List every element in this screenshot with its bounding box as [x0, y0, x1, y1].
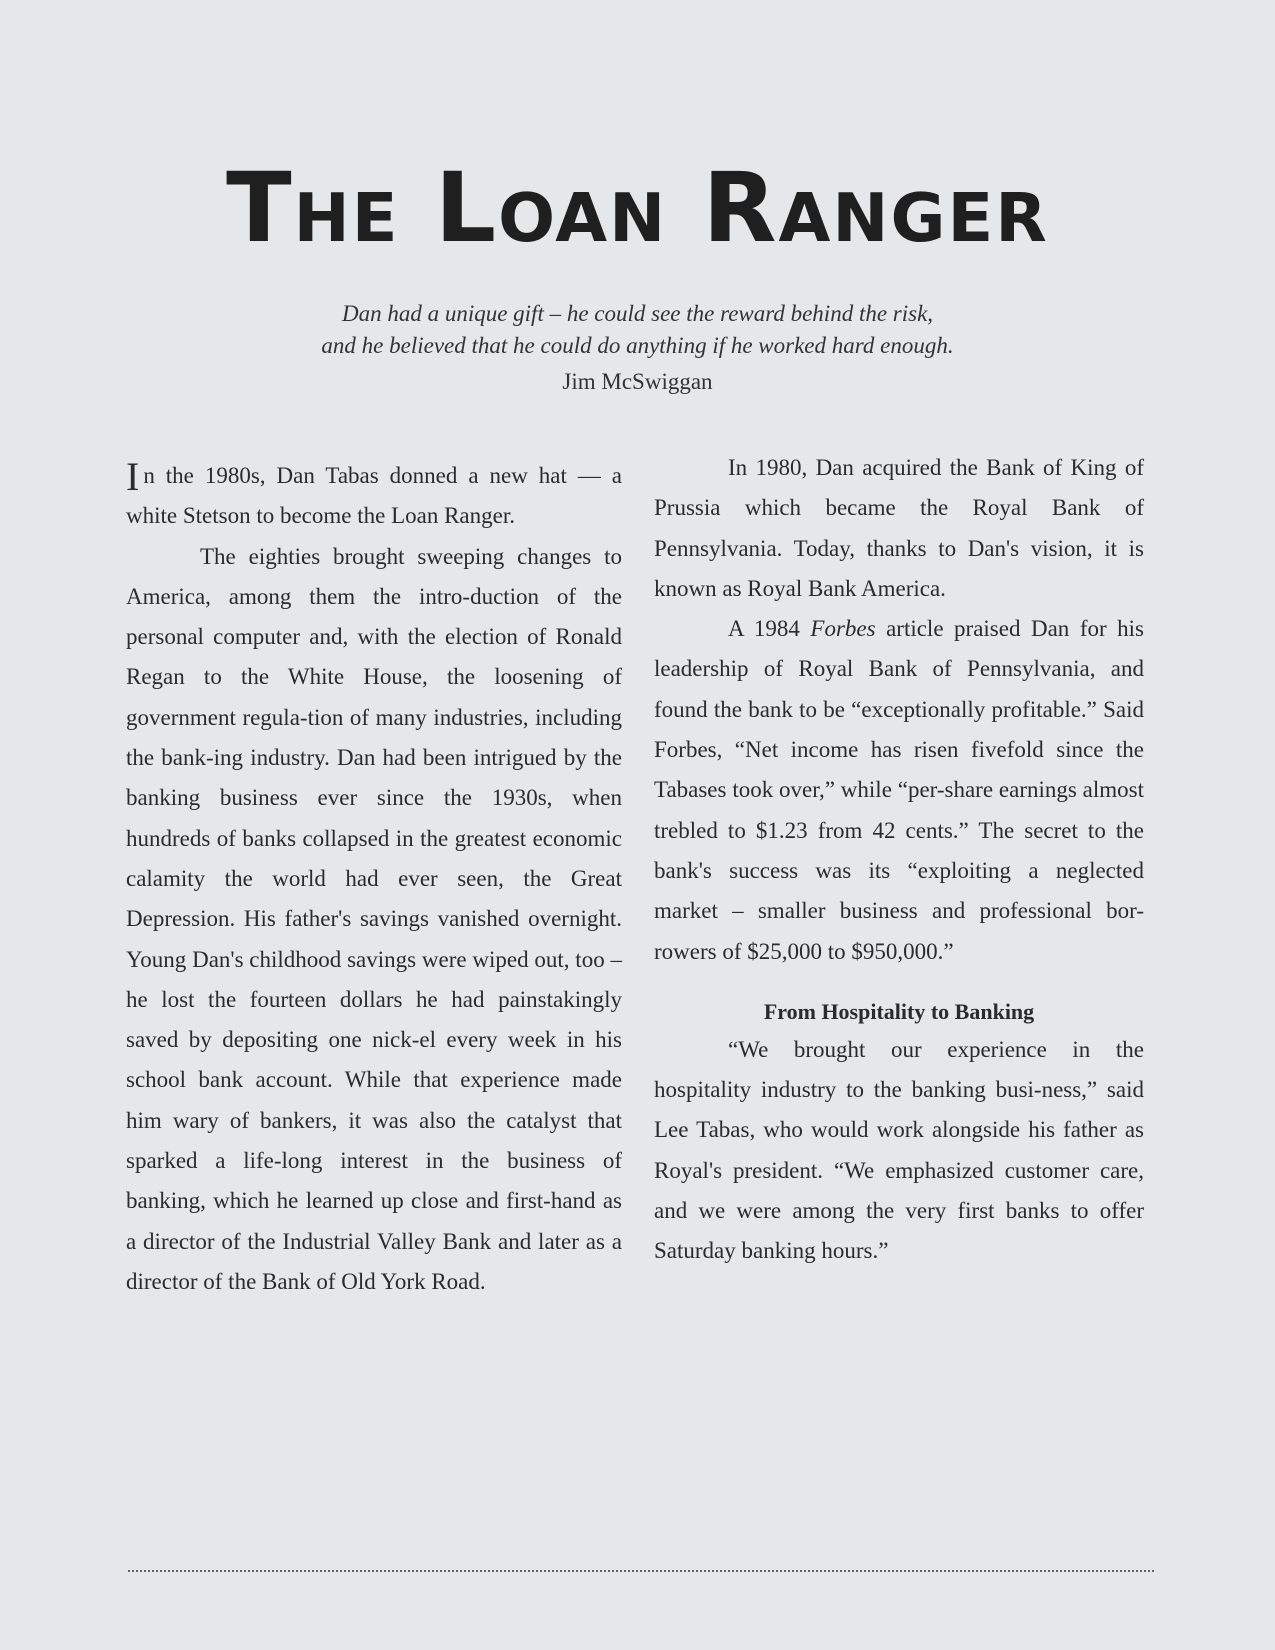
section-subheading: From Hospitality to Banking	[763, 998, 1035, 1024]
forbes-italic: Forbes	[810, 616, 876, 642]
left-column	[126, 456, 622, 1302]
footer-dotted-rule	[128, 1570, 1154, 1572]
epigraph-attribution: Jim McSwiggan	[562, 369, 713, 394]
epigraph-line-2: and he believed that he could do anything if he worked hard enough.	[321, 333, 954, 358]
right-paragraph-2	[654, 609, 1144, 972]
left-paragraph-1	[126, 456, 622, 537]
right-paragraph-1: In 1980, Dan acquired the Bank of King of Prussia which became the Royal Bank of Pennsylvania. Today, thanks to Dan's vision, it is known as Royal Bank America.	[654, 455, 1144, 601]
right-paragraph-2-pre: A 1984	[728, 616, 811, 642]
left-paragraph-2: The eighties brought sweeping changes to America, among them the intro-duction of the personal computer and, with the election of Ronald Regan to the White House, the loosening of government regula-tion of many industries, including the bank-ing industry. Dan had been intrigued by the banking business ever since the 1930s, when hundreds of banks collapsed in the greatest economic calamity the world had ever seen, the Great Depression. His father's savings vanished overnight. Young Dan's childhood savings were wiped out, too – he lost the fourteen dollars he had painstakingly saved by depositing one nick-el every week in his school bank account. While that experience made him wary of bankers, it was also the catalyst that sparked a life-long interest in the business of banking, which he learned up close and first-hand as a director of the Industrial Valley Bank and later as a director of the Bank of Old York Road.	[126, 543, 622, 1294]
right-paragraph-2-post: article praised Dan for his leadership of Royal Bank of Pennsylvania, and found the bank to be “exceptionally profitable.” Said Forbes, “Net income has risen fivefold since the Tabases took over,” while “per-share earnings almost trebled to $1.23 from 42 cents.” The secret to the bank's success was its “exploiting a neglected market – smaller business and professional bor-rowers of $25,000 to $950,000.”	[654, 616, 1145, 964]
epigraph	[0, 298, 1275, 398]
right-column	[654, 448, 1144, 1272]
left-paragraph-1-text: n the 1980s, Dan Tabas donned a new hat — a white Stetson to become the Loan Ranger.	[126, 463, 622, 529]
drop-cap: I	[126, 454, 140, 499]
epigraph-line-1: Dan had a unique gift – he could see the reward behind the risk,	[341, 301, 934, 326]
right-paragraph-3: “We brought our experience in the hospitality industry to the banking busi-ness,” said Lee Tabas, who would work alongside his father as Royal's president. “We emphasized customer care, and we were among the very first banks to offer Saturday banking hours.”	[654, 1036, 1144, 1264]
page-title: The Loan Ranger	[226, 152, 1049, 264]
